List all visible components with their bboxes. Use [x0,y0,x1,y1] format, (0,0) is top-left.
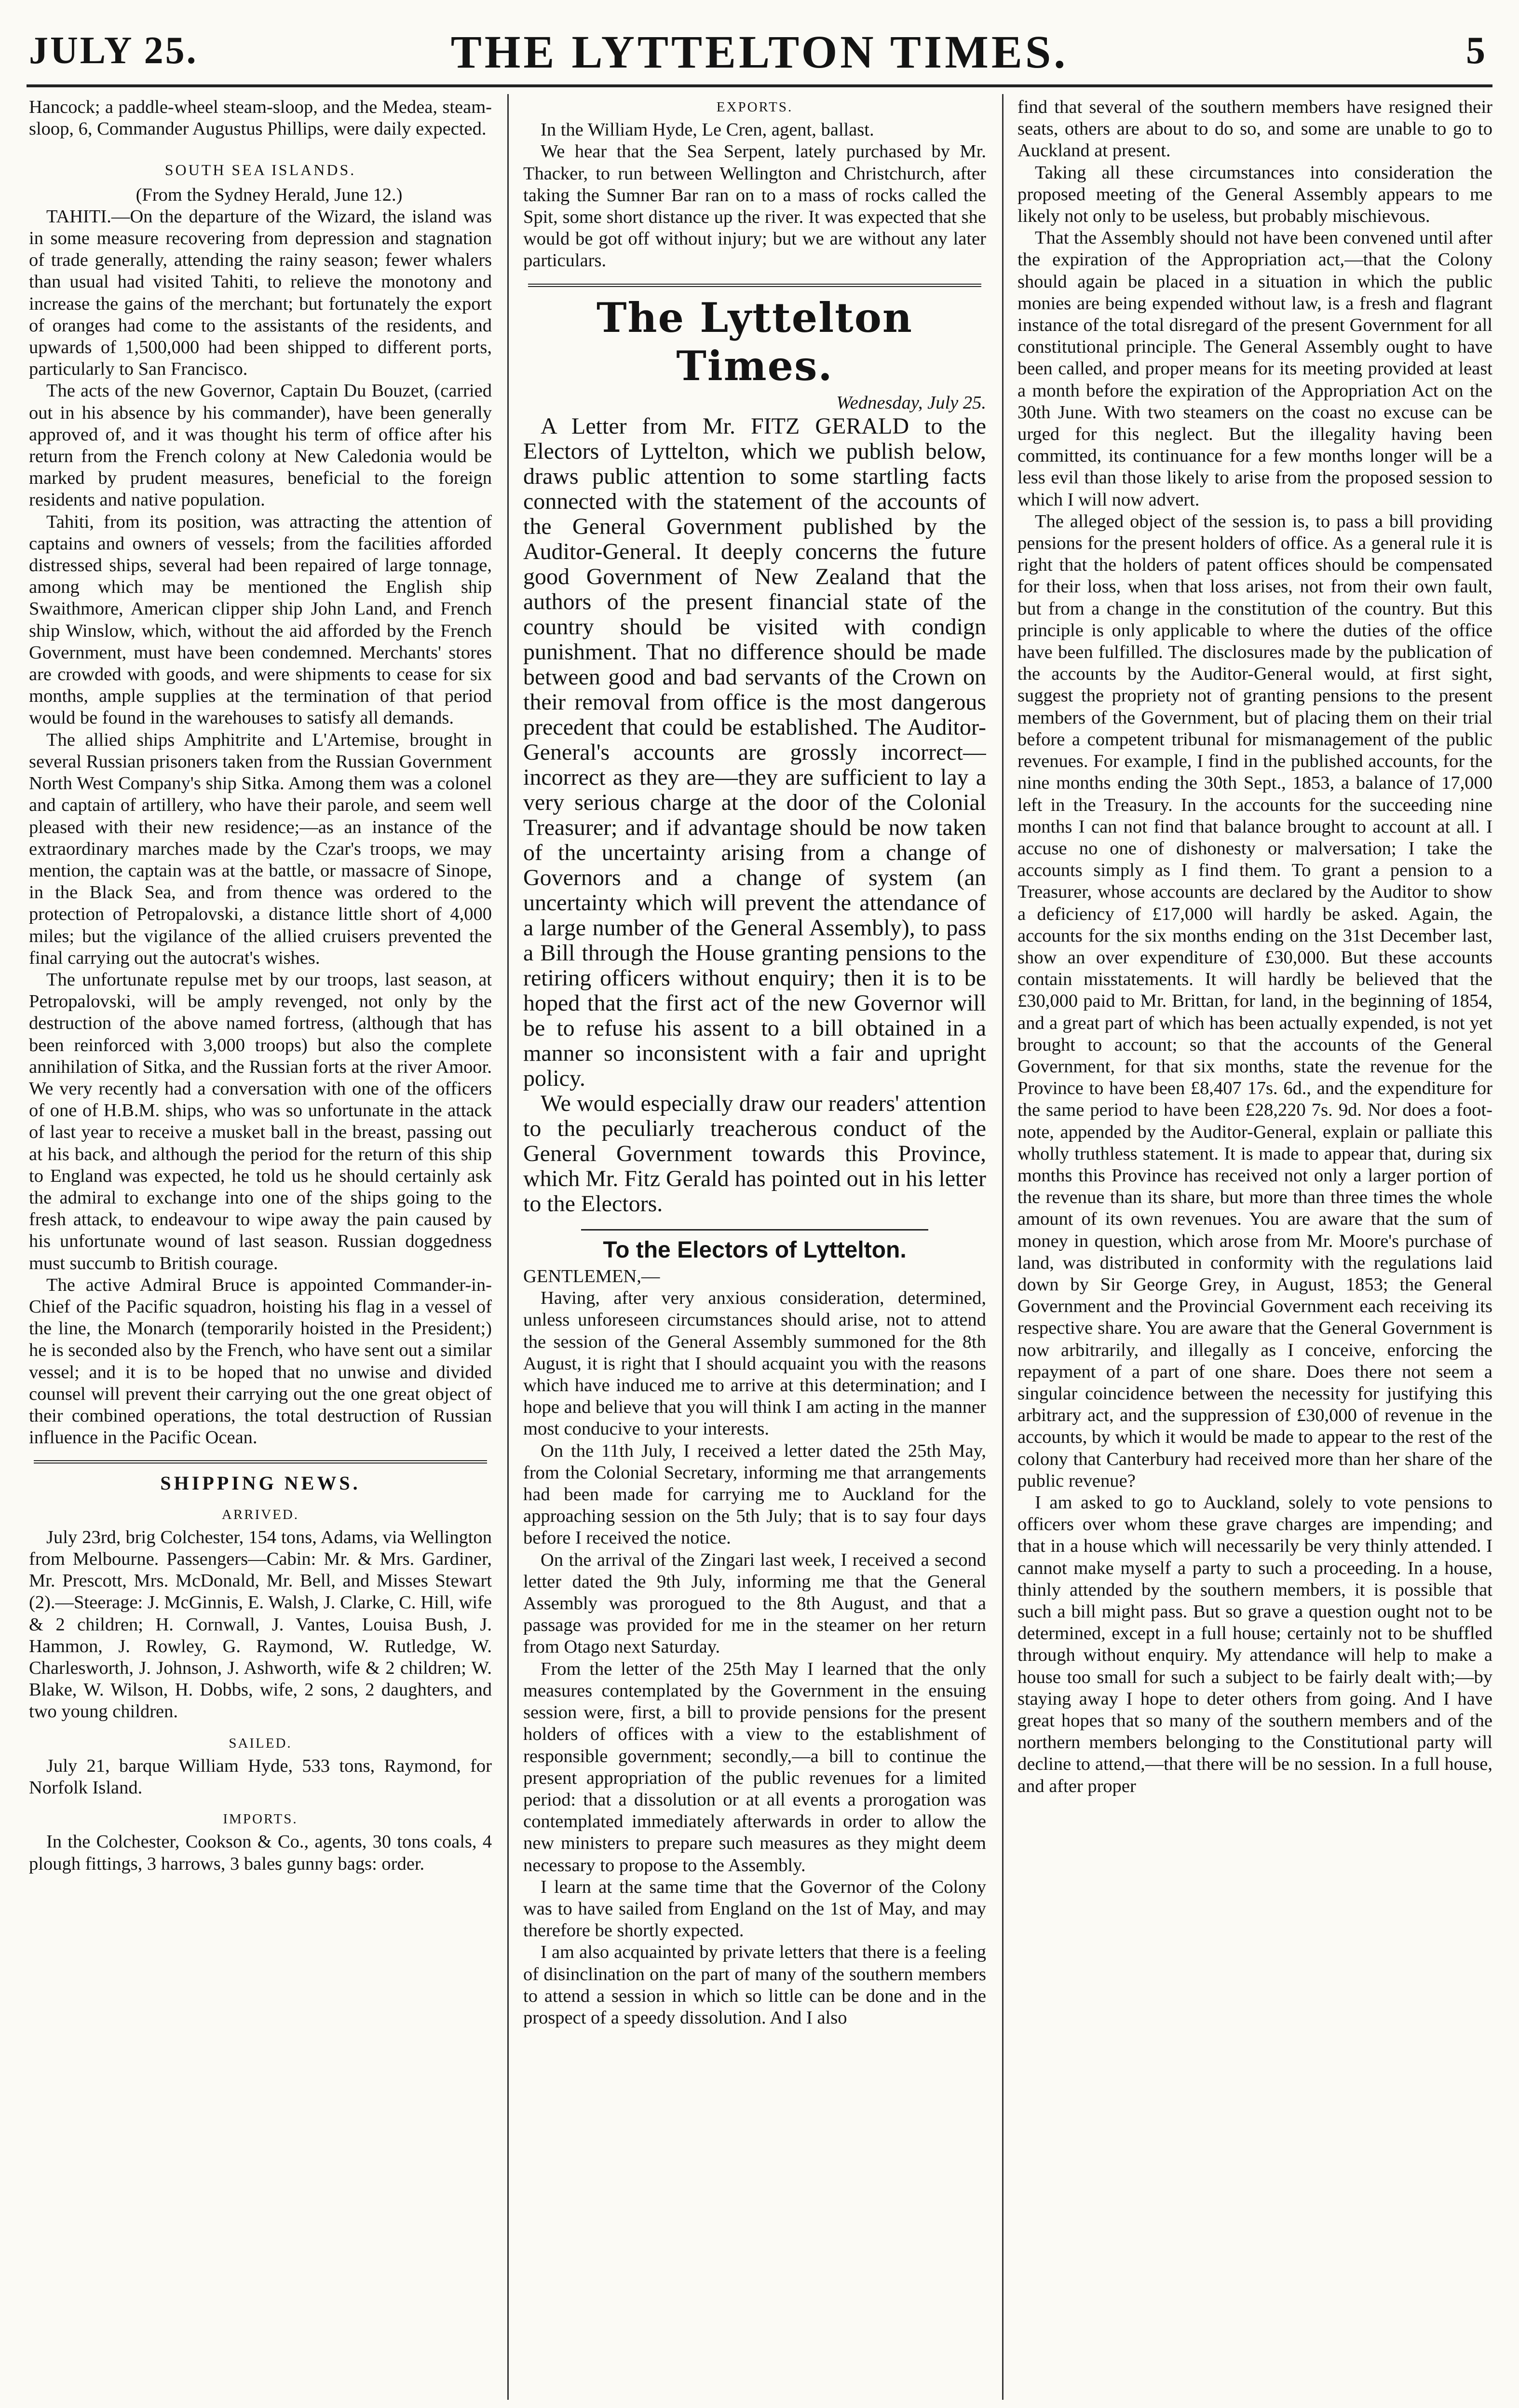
paragraph: On the 11th July, I received a letter dated the 25th May, from the Colonial Secretary, informing me that arrangements had been made for carrying me to Auckland for the approaching session on the 5th July; that is to say four days before I received the notice. [523,1440,986,1548]
subheading-sailed: SAILED. [229,1735,292,1751]
masthead [0,0,1519,82]
paragraph: That the Assembly should not have been convened until after the expiration of the Appropriation act,—that the Colony should again be placed in a situation in which the public monies are being expended without law, is a fresh and flagrant instance of the total disregard of the present Government for all constitutional principle. The General Assembly ought to have been called, and proper means for its meeting provided at least a month before the expiration of the Appropriation Act on the 30th June. With two steamers on the coast no excuse can be urged for this neglect. But the illegality having been committed, its continuance for a few months longer will be a less evil than those likely to arise from the proposed session to which I will now advert. [1017,228,1492,510]
paragraph: The unfortunate repulse met by our troops, last season, at Petropalovski, will be amply revenged, not only by the destruction of the above named fortress, (although that has been reinforced with 3,000 troops) but also the complete annihilation of Sitka, and the Russian forts at the river Amoor. We very recently had a conversation with one of the officers of one of H.B.M. ships, who was so unfortunate in the attack of last year to receive a musket ball in the breast, passing out at his back, and although the period for the return of this ship to England was expected, he told us he should certainly ask the admiral to exchange into one of the ships going to the fresh attack, to endeavour to wipe away the pain caused by his unfortunate wound of last season. Russian doggedness must succumb to British courage. [29,969,492,1273]
paragraph: find that several of the southern members have resigned their seats, others are about to do so, and some are unable to go to Auckland at present. [1017,97,1492,161]
paragraph: We hear that the Sea Serpent, lately purchased by Mr. Thacker, to run between Wellington and Christchurch, after taking the Sumner Bar ran on to a mass of rocks called the Spit, some short distance up the river. It was expected that she would be got off without injury; but we are without any later particulars. [523,141,986,271]
paragraph: I am asked to go to Auckland, solely to vote pensions to officers over whom these grave charges are impending; and that in a house which will necessarily be very thinly attended. I cannot make myself a party to such a proceeding. In a house, thinly attended by the southern members, it is possible that such a bill might pass. But so grave a question ought not to be determined, except in a full house; certainly not to be shuffled through without enquiry. My attendance will help to make a house too small for such a subject to be fairly dealt with;—by staying away I hope to deter others from going. And I have great hopes that so many of the southern members and of the northern members belonging to the Constitutional party will decline to attend,—that there will be no session. In a full house, and after proper [1017,1492,1492,1796]
editorial-dateline: Wednesday, July 25. [836,392,986,413]
source-line: (From the Sydney Herald, June 12.) [136,184,403,205]
section-rule [528,284,981,287]
paragraph: The active Admiral Bruce is appointed Commander-in-Chief of the Pacific squadron, hoisting his flag in a vessel of the line, the Monarch (temporarily hoisted in the President;) he is seconded also by the French, who have sent out a similar vessel; and it is to be hoped that no unwise and divided counsel will prevent their carrying out the one great object of their combined operations, the total destruction of Russian influence in the Pacific Ocean. [29,1274,492,1448]
column-1 [29,96,492,2393]
paragraph: In the William Hyde, Le Cren, agent, ballast. [541,120,874,140]
paragraph: July 21, barque William Hyde, 533 tons, Raymond, for Norfolk Island. [29,1755,492,1798]
shipping-news-heading: SHIPPING NEWS. [160,1472,361,1494]
paragraph: I learn at the same time that the Governor of the Colony was to have sailed from England on the 1st of May, and may therefore be shortly expected. [523,1876,986,1941]
letter-salutation: GENTLEMEN,— [523,1266,660,1287]
subheading-imports: IMPORTS. [223,1811,298,1827]
paragraph: TAHITI.—On the departure of the Wizard, the island was in some measure recovering from depression and stagnation of trade generally, attending the rainy season; fewer whalers than usual had visited Tahiti, to relieve the monotony and increase the gains of the merchant; but fortunately the export of oranges had come to the assistants of the residents, and upwards of 1,500,000 had been shipped to different ports, particularly to San Francisco. [29,206,492,380]
page-number: 5 [1466,29,1485,72]
paragraph: On the arrival of the Zingari last week, I received a second letter dated the 9th July, informing me that the General Assembly was prorogued to the 8th August, and that a passage was provided for me in the steamer on her return from Otago next Saturday. [523,1549,986,1657]
section-heading: SOUTH SEA ISLANDS. [164,161,356,179]
section-rule [34,1460,487,1464]
subheading-exports: EXPORTS. [716,99,793,115]
column-3 [1017,96,1492,2393]
paragraph: Having, after very anxious consideration, determined, unless unforeseen circumstances should arise, not to attend the session of the General Assembly summoned for the 8th August, it is right that I should acquaint you with the reasons which have induced me to arrive at this determination; and I hope and believe that you will think I am acting in the manner most conducive to your interests. [523,1288,986,1439]
paragraph: In the Colchester, Cookson & Co., agents, 30 tons coals, 4 plough fittings, 3 harrows, 3 bales gunny bags: order. [29,1832,492,1874]
paragraph: Hancock; a paddle-wheel steam-sloop, and the Medea, steam-sloop, 6, Commander Augustus Phillips, were daily expected. [29,97,492,139]
letter-heading: To the Electors of Lyttelton. [603,1237,907,1263]
newspaper-title: THE LYTTELTON TIMES. [450,26,1069,78]
column-divider [507,94,509,2400]
header-rule [27,84,1492,87]
paragraph: From the letter of the 25th May I learned that the only measures contemplated by the Government in the ensuing session were, first, a bill to provide pensions for the present holders of offices with a view to the establishment of responsible government; secondly,—a bill to continue the present appropriation of the public revenues for a limited period: that a dissolution or at all events a prorogation was contemplated immediately afterwards in order to allow the new ministers to prepare such measures as they might deem necessary to propose to the Assembly. [523,1658,986,1875]
paragraph: July 23rd, brig Colchester, 154 tons, Adams, via Wellington from Melbourne. Passengers—Cabin: Mr. & Mrs. Gardiner, Mr. Prescott, Mrs. McDonald, Mr. Bell, and Misses Stewart (2).—Steerage: J. McGinnis, E. Walsh, J. Clarke, C. Hill, wife & 2 children; H. Cornwall, J. Vantes, Louisa Bush, J. Hammon, J. Rowley, G. Raymond, W. Rutledge, W. Charlesworth, J. Johnson, J. Ashworth, wife & 2 children; W. Blake, W. Wilson, H. Dobbs, wife, 2 sons, 2 daughters, and two young children. [29,1527,492,1722]
issue-date: JULY 25. [29,29,198,72]
paragraph: I am also acquainted by private letters that there is a feeling of disinclination on the part of many of the southern members to attend a session in which so little can be done and in the prospect of a speedy dissolution. And I also [523,1942,986,2028]
column-divider [1002,94,1004,2400]
section-rule [581,1229,928,1231]
editorial-paragraph: A Letter from Mr. FITZ GERALD to the Electors of Lyttelton, which we publish below, draws public attention to some startling facts connected with the statement of the accounts of the General Government published by the Auditor-General. It deeply concerns the future good Government of New Zealand that the authors of the present financial state of the country should be visited with condign punishment. That no difference should be made between good and bad servants of the Crown on their removal from office is the most dangerous precedent that could be established. The Auditor-General's accounts are grossly incorrect—incorrect as they are—they are sufficient to lay a very serious charge at the door of the Colonial Treasurer; and if advantage should be now taken of the uncertainty arising from a change of Governors and a change of system (an uncertainty which will prevent the attendance of a large number of the General Assembly), to pass a Bill through the House granting pensions to the retiring officers without enquiry; then it is to be hoped that the first act of the new Governor will be to refuse his assent to a bill obtained in a manner so inconsistent with a fair and upright policy. [523,413,986,1091]
subheading-arrived: ARRIVED. [221,1506,299,1522]
paragraph: The alleged object of the session is, to pass a bill providing pensions for the present holders of office. As a general rule it is right that the holders of patent offices should be compensated for their loss, when that loss arises, not from their own fault, but from a change in the constitution of the country. But this principle is only applicable to where the duties of the office have been fulfilled. The disclosures made by the publication of the accounts by the Auditor-General would, at first sight, suggest the propriety not of granting pensions to the present members of the Government, but of placing them on their trial before a competent tribunal for mismanagement of the public revenues. For example, I find in the published accounts, for the nine months ending the 30th Sept., 1853, a balance of 17,000 left in the Treasury. In the accounts for the succeeding nine months I can not find that balance brought to account at all. I accuse no one of dishonesty or malversation; I take the accounts simply as I find them. To grant a pension to a Treasurer, whose accounts are declared by the Auditor to show a deficiency of £17,000 will hardly be asked. Again, the accounts for the six months ending on the 31st December last, show an over expenditure of £30,000. But these accounts contain misstatements. It will hardly be believed that the £30,000 paid to Mr. Brittan, for land, in the beginning of 1854, and a great part of which has been actually expended, is not yet brought to account; so that the accounts of the General Government, for that six months, state the revenue for the Province to have been £8,407 17s. 6d., and the expenditure for the same period to have been £28,220 7s. 9d. Nor does a foot-note, appended by the Auditor-General, explain or palliate this wholly truthless statement. It is made to appear that, during six months this Province has received not only a larger portion of the revenue than its share, but more than three times the whole amount of its own revenues. You are aware that the sum of money in question, which arose from Mr. Moore's purchase of land, was distributed in conformity with the regulations laid down by Sir George Grey, in August, 1853; the General Government and the Provincial Government each receiving its respective share. You are aware that the General Government is now arbitrarily, and illegally as I conceive, enforcing the repayment of a part of one share. Does there not seem a singular coincidence between the necessity for justifying this arbitrary act, and the suppression of £30,000 of revenue in the accounts, by which it would be made to appear to the rest of the colony that Canterbury had received more than her share of the public revenue? [1017,511,1492,1491]
paragraph: Tahiti, from its position, was attracting the attention of captains and owners of vessels; from the facilities afforded distressed ships, several had been repaired of large tonnage, among which may be mentioned the English ship Swaithmore, American clipper ship John Land, and French ship Winslow, which, without the aid afforded by the French Government, must have been condemned. Merchants' stores are crowded with goods, and were shipments to cease for six months, ample supplies at the termination of that period would be found in the warehouses to satisfy all demands. [29,511,492,728]
paragraph: Taking all these circumstances into consideration the proposed meeting of the General Assembly appears to me likely not only to be useless, but probably mischievous. [1017,162,1492,227]
editorial-flag: The Lyttelton Times. [597,293,913,390]
paragraph: The allied ships Amphitrite and L'Artemise, brought in several Russian prisoners taken from the Russian Government North West Company's ship Sitka. Among them was a colonel and captain of artillery, who have their parole, and seem well pleased with their new residence;—as an instance of the extraordinary marches made by the Czar's troops, we may mention, the captain was at the battle, or massacre of Sinope, in the Black Sea, and from thence was ordered to the protection of Petropalovski, a distance little short of 4,000 miles; but the vigilance of the allied cruisers prevented the final carrying out the autocrat's wishes. [29,729,492,968]
column-2 [523,96,986,2393]
editorial-paragraph: We would especially draw our readers' attention to the peculiarly treacherous conduct of the General Government towards this Province, which Mr. Fitz Gerald has pointed out in his letter to the Electors. [523,1090,986,1217]
paragraph: The acts of the new Governor, Captain Du Bouzet, (carried out in his absence by his commander), have been generally approved of, and it was thought his term of office after his return from the French colony at New Caledonia would be marked by prudent measures, beneficial to the foreign residents and native population. [29,381,492,510]
